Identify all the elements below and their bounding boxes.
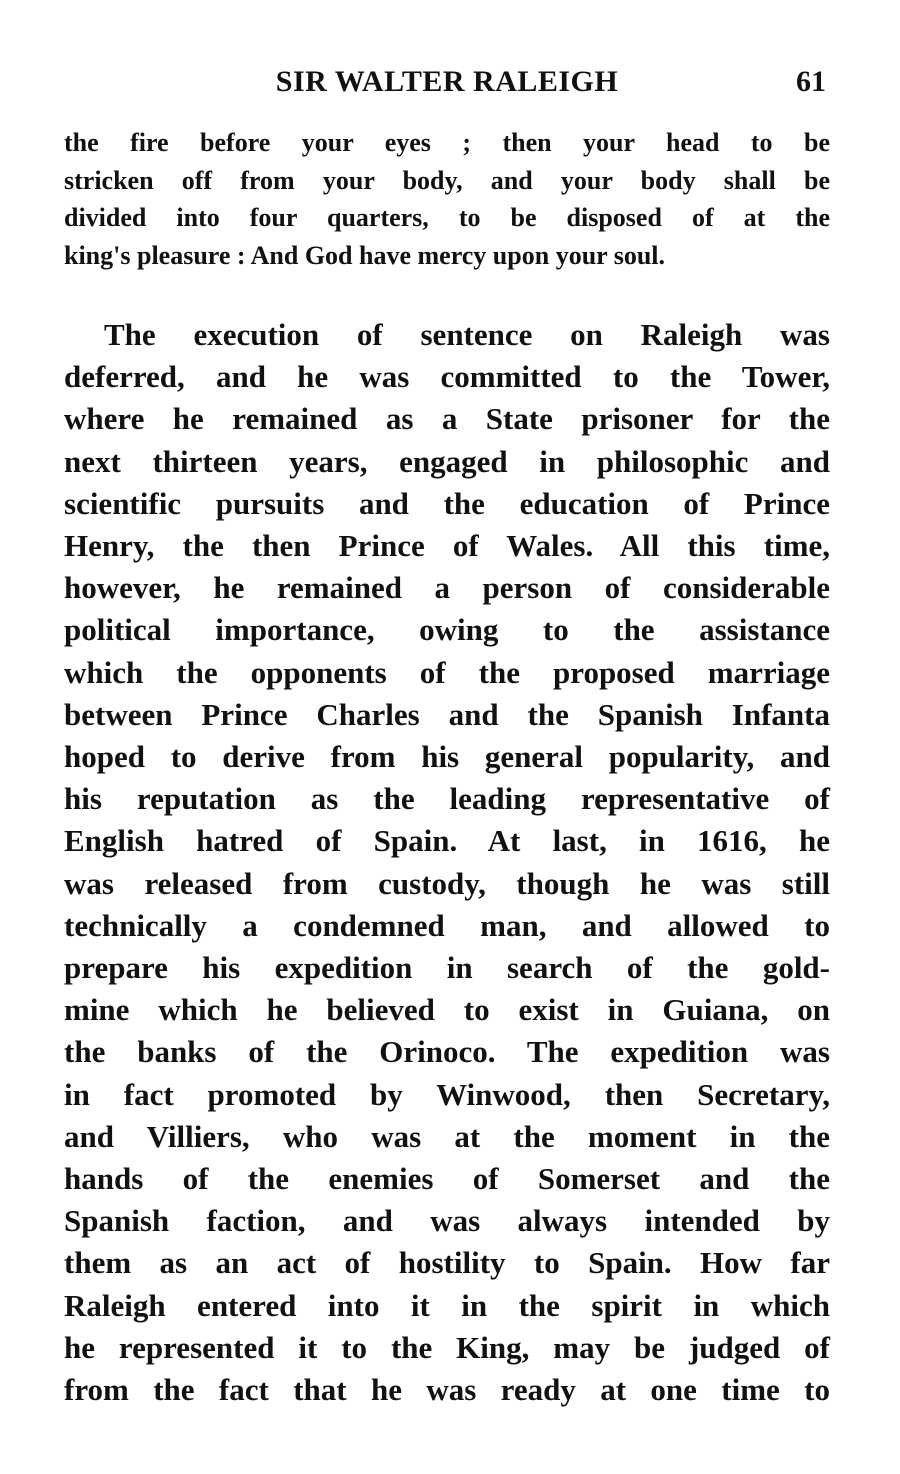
quote-line: stricken off from your body, and your body shall be (64, 165, 830, 195)
body-line: which the opponents of the proposed marriage (64, 654, 830, 690)
page-number: 61 (796, 65, 826, 98)
quote-line: king's pleasure : And God have mercy upon your soul. (64, 240, 666, 270)
body-line: next thirteen years, engaged in philosophic and (64, 443, 830, 479)
body-line: his reputation as the leading representative of (64, 781, 830, 817)
body-line: hoped to derive from his general popularity, and (64, 739, 830, 775)
body-line: Raleigh entered into it in the spirit in which (64, 1287, 830, 1323)
body-line: where he remained as a State prisoner for the (64, 401, 830, 437)
running-head-title: SIR WALTER RALEIGH (275, 65, 619, 98)
body-line: technically a condemned man, and allowed to (64, 907, 830, 943)
quote-line: divided into four quarters, to be disposed of at the (64, 203, 830, 232)
body-line: political importance, owing to the assistance (64, 612, 830, 648)
body-line: was released from custody, though he was still (64, 865, 830, 901)
body-line: deferred, and he was committed to the Tower, (64, 359, 830, 395)
body-line: Henry, the then Prince of Wales. All this time, (64, 528, 830, 564)
book-page (64, 62, 830, 1411)
body-line: scientific pursuits and the education of Prince (64, 485, 830, 521)
body-line: hands of the enemies of Somerset and the (64, 1161, 830, 1197)
body-line: and Villiers, who was at the moment in the (64, 1118, 830, 1154)
body-paragraph (64, 314, 830, 1411)
body-line: The execution of sentence on Raleigh was (104, 317, 830, 352)
body-line: the banks of the Orinoco. The expedition was (64, 1034, 830, 1070)
running-head (64, 62, 830, 102)
body-line: mine which he believed to exist in Guiana, on (64, 992, 830, 1028)
body-line: English hatred of Spain. At last, in 1616, he (64, 823, 830, 859)
body-line: them as an act of hostility to Spain. How far (64, 1245, 830, 1281)
body-line: he represented it to the King, may be judged of (64, 1329, 830, 1365)
sentence-quote (64, 124, 830, 274)
body-line: in fact promoted by Winwood, then Secretary, (64, 1076, 830, 1112)
body-line: prepare his expedition in search of the gold- (64, 950, 830, 986)
body-line: from the fact that he was ready at one time to (64, 1372, 830, 1408)
quote-line: the fire before your eyes ; then your head to be (64, 128, 830, 157)
body-line: between Prince Charles and the Spanish Infanta (64, 696, 830, 732)
body-line: Spanish faction, and was always intended by (64, 1203, 830, 1239)
body-line: however, he remained a person of considerable (64, 570, 830, 606)
